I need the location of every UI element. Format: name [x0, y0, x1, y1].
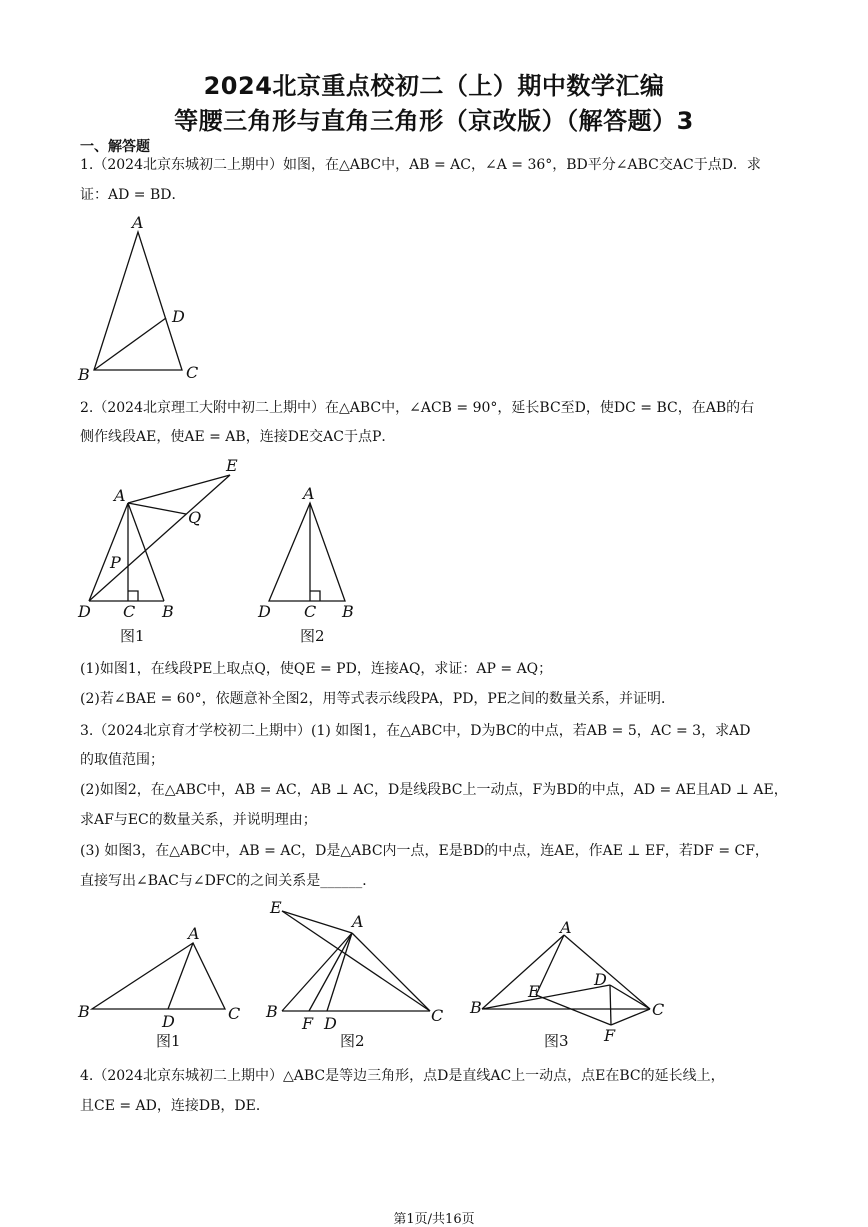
document-title-line1: 2024北京重点校初二（上）期中数学汇编: [203, 72, 665, 100]
label-c: C: [431, 1006, 444, 1025]
segment-ad: [168, 943, 193, 1009]
label-a: A: [352, 912, 364, 931]
problem3-text-line1: 3.（2024北京育才学校初二上期中）(1) 如图1，在△ABC中，D为BC的中点，若AB = 5，AC = 3，求AD: [80, 723, 751, 739]
problem4-text-line2: 且CE = AD，连接DB，DE．: [80, 1098, 270, 1114]
problem2-sub2: (2)若∠BAE = 60°，依题意补全图2，用等式表示线段PA，PD，PE之间的数量关系，并证明．: [80, 691, 676, 707]
figure-caption: 图2: [340, 1032, 365, 1050]
label-f: F: [302, 1014, 314, 1033]
segment-dc: [610, 985, 650, 1009]
problem3-text-line3: (2)如图2，在△ABC中，AB = AC，AB ⊥ AC，D是线段BC上一动点，F为BD的中点，AD = AE且AD ⊥ AE，: [80, 782, 788, 798]
problem3-text-line5: (3) 如图3，在△ABC中，AB = AC，D是△ABC内一点，E是BD的中点，连AE，作AE ⊥ EF，若DF = CF，: [80, 843, 769, 859]
problem2-text-line1: 2.（2024北京理工大附中初二上期中）在△ABC中，∠ACB = 90°，延长BC至D，使DC = BC，在AB的右: [80, 400, 755, 416]
label-c: C: [652, 1000, 665, 1019]
segment-ab: [282, 933, 352, 1011]
right-angle-mark: [128, 591, 138, 601]
segment-aq: [128, 503, 186, 514]
right-angle-mark: [310, 591, 320, 601]
label-a: A: [188, 924, 200, 943]
segment-ac: [564, 935, 650, 1009]
figure-caption: 图3: [544, 1032, 569, 1050]
page-footer: 第1页/共16页: [393, 1212, 475, 1227]
label-e: E: [270, 898, 282, 917]
label-q: Q: [188, 508, 202, 527]
triangle-abc: [94, 232, 182, 370]
label-a: A: [132, 213, 144, 232]
segment-cf: [611, 1009, 650, 1025]
document-title-line2: 等腰三角形与直角三角形（京改版）（解答题）3: [174, 107, 694, 135]
label-d: D: [324, 1014, 337, 1033]
problem4-text-line1: 4.（2024北京东城初二上期中）△ABC是等边三角形，点D是直线AC上一动点，点E在BC的延长线上，: [80, 1068, 725, 1084]
label-c: C: [186, 363, 199, 382]
label-a: A: [303, 484, 315, 503]
label-d: D: [172, 307, 185, 326]
segment-ac: [352, 933, 430, 1011]
figure-caption: 图1: [120, 627, 145, 645]
problem1-figure: [70, 210, 220, 390]
segment-df: [610, 985, 611, 1025]
problem3-text-line4: 求AF与EC的数量关系，并说明理由；: [80, 812, 317, 828]
segment-ae: [536, 935, 564, 995]
label-p: P: [110, 553, 121, 572]
problem1-text-line2: 证：AD = BD．: [80, 187, 186, 203]
label-d: D: [258, 602, 271, 621]
problem3-text-line6: 直接写出∠BAC与∠DFC的之间关系是______．: [80, 873, 377, 889]
section-heading: 一、解答题: [80, 139, 150, 155]
segment-ea: [282, 911, 352, 933]
problem2-figure2: [250, 455, 380, 650]
problem3-figure2: [262, 895, 452, 1055]
triangle-abc: [92, 943, 225, 1009]
label-a: A: [560, 918, 572, 937]
problem2-text-line2: 侧作线段AE，使AE = AB，连接DE交AC于点P．: [80, 429, 396, 445]
figure-caption: 图1: [156, 1032, 181, 1050]
label-d: D: [78, 602, 91, 621]
problem3-figure3: [466, 915, 676, 1055]
triangle-abd: [269, 503, 345, 601]
label-b: B: [78, 365, 90, 384]
problem2-figure1: [70, 455, 270, 650]
problem3-figure1: [70, 915, 250, 1055]
problem2-sub1: (1)如图1，在线段PE上取点Q，使QE = PD，连接AQ，求证：AP = AQ；: [80, 661, 553, 677]
label-e: E: [528, 982, 540, 1001]
segment-ad: [89, 503, 128, 601]
problem1-text-line1: 1.（2024北京东城初二上期中）如图，在△ABC中，AB = AC，∠A = 36°，BD平分∠ABC交AC于点D．求: [80, 157, 761, 173]
label-f: F: [604, 1026, 616, 1045]
label-c: C: [228, 1004, 241, 1023]
label-b: B: [342, 602, 354, 621]
problem3-text-line2: 的取值范围；: [80, 752, 164, 768]
label-b: B: [78, 1002, 90, 1021]
label-d: D: [162, 1012, 175, 1031]
segment-ef: [536, 995, 611, 1025]
label-b: B: [266, 1002, 278, 1021]
label-b: B: [470, 998, 482, 1017]
label-e: E: [226, 456, 238, 475]
segment-ab: [482, 935, 564, 1009]
figure-caption: 图2: [300, 627, 325, 645]
label-b: B: [162, 602, 174, 621]
segment-bd: [482, 985, 610, 1009]
label-a: A: [114, 486, 126, 505]
label-c: C: [304, 602, 317, 621]
segment-ab: [128, 503, 164, 601]
label-c: C: [123, 602, 136, 621]
label-d: D: [594, 970, 607, 989]
segment-bd: [94, 318, 166, 370]
